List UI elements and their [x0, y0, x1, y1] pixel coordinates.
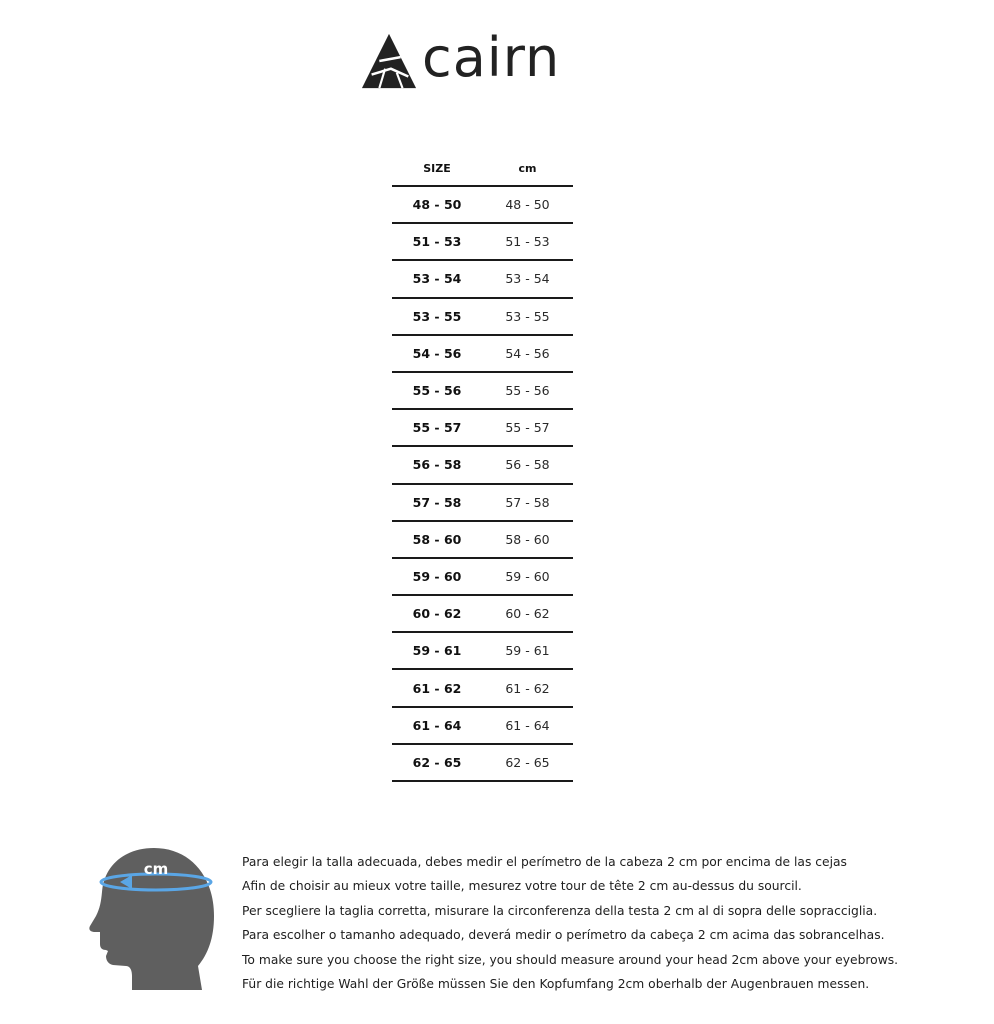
- size-cell: 56 - 58: [412, 457, 462, 473]
- table-row: [392, 559, 573, 596]
- header-size: SIZE: [423, 162, 451, 175]
- instruction-de: Für die richtige Wahl der Größe müssen Sie den Kopfumfang 2cm oberhalb der Augenbrauen messen.: [242, 977, 870, 992]
- cm-cell: 55 - 56: [505, 383, 550, 399]
- size-cell: 53 - 54: [412, 271, 462, 287]
- head-figure-label: cm: [143, 860, 169, 878]
- size-cell: 57 - 58: [412, 494, 462, 510]
- table-row: [392, 336, 573, 373]
- instruction-en: To make sure you choose the right size, you should measure around your head 2cm above your eyebrows.: [242, 952, 899, 967]
- instruction-it: Per scegliere la taglia corretta, misurare la circonferenza della testa 2 cm al di sopra delle sopracciglia.: [242, 903, 878, 918]
- cm-cell: 54 - 56: [505, 345, 550, 361]
- cm-cell: 53 - 55: [505, 308, 550, 324]
- table-row: [392, 670, 573, 707]
- size-table: [392, 152, 573, 782]
- cm-cell: 58 - 60: [505, 531, 550, 547]
- size-cell: 53 - 55: [412, 308, 462, 324]
- brand-name: cairn: [422, 26, 561, 89]
- size-cell: 54 - 56: [412, 345, 462, 361]
- size-cell: 61 - 62: [412, 680, 462, 696]
- instruction-es: Para elegir la talla adecuada, debes medir el perímetro de la cabeza 2 cm por encima de las cejas: [242, 855, 847, 869]
- table-row: [392, 299, 573, 336]
- table-row: [392, 485, 573, 522]
- table-row: [392, 745, 573, 782]
- size-cell: 62 - 65: [412, 754, 462, 770]
- size-cell: 48 - 50: [412, 197, 462, 213]
- cm-cell: 62 - 65: [505, 754, 550, 770]
- cm-cell: 53 - 54: [505, 271, 550, 287]
- size-cell: 51 - 53: [412, 234, 462, 250]
- table-row: [392, 522, 573, 559]
- cm-cell: 61 - 64: [505, 717, 550, 733]
- cm-cell: 61 - 62: [505, 680, 550, 696]
- cm-cell: 56 - 58: [505, 457, 550, 473]
- table-row: [392, 373, 573, 410]
- size-cell: 59 - 61: [412, 643, 462, 659]
- table-row: [392, 410, 573, 447]
- header-cm: cm: [518, 162, 537, 175]
- size-cell: 55 - 57: [412, 420, 462, 436]
- mountain-cairn-icon: [360, 32, 418, 90]
- table-row: [392, 261, 573, 298]
- size-cell: 61 - 64: [412, 717, 462, 733]
- table-row: [392, 596, 573, 633]
- table-row: [392, 187, 573, 224]
- size-table-body: [392, 187, 573, 782]
- size-cell: 55 - 56: [412, 383, 462, 399]
- brand-logo: [360, 28, 560, 94]
- cm-cell: 59 - 61: [505, 643, 550, 659]
- table-row: [392, 224, 573, 261]
- cm-cell: 57 - 58: [505, 494, 550, 510]
- head-measure-icon: [88, 840, 218, 990]
- sizing-instructions: [242, 850, 982, 996]
- cm-cell: 59 - 60: [505, 568, 550, 584]
- cm-cell: 55 - 57: [505, 420, 550, 436]
- cm-cell: 51 - 53: [505, 234, 550, 250]
- size-cell: 59 - 60: [412, 568, 462, 584]
- cm-cell: 48 - 50: [505, 197, 550, 213]
- cm-cell: 60 - 62: [505, 606, 550, 622]
- table-row: [392, 447, 573, 484]
- table-row: [392, 708, 573, 745]
- size-table-header: [392, 152, 573, 187]
- size-cell: 60 - 62: [412, 606, 462, 622]
- instruction-pt: Para escolher o tamanho adequado, deverá medir o perímetro da cabeça 2 cm acima das sobrancelhas.: [242, 928, 885, 943]
- size-cell: 58 - 60: [412, 531, 462, 547]
- instruction-fr: Afin de choisir au mieux votre taille, mesurez votre tour de tête 2 cm au-dessus du sourcil.: [242, 879, 802, 894]
- table-row: [392, 633, 573, 670]
